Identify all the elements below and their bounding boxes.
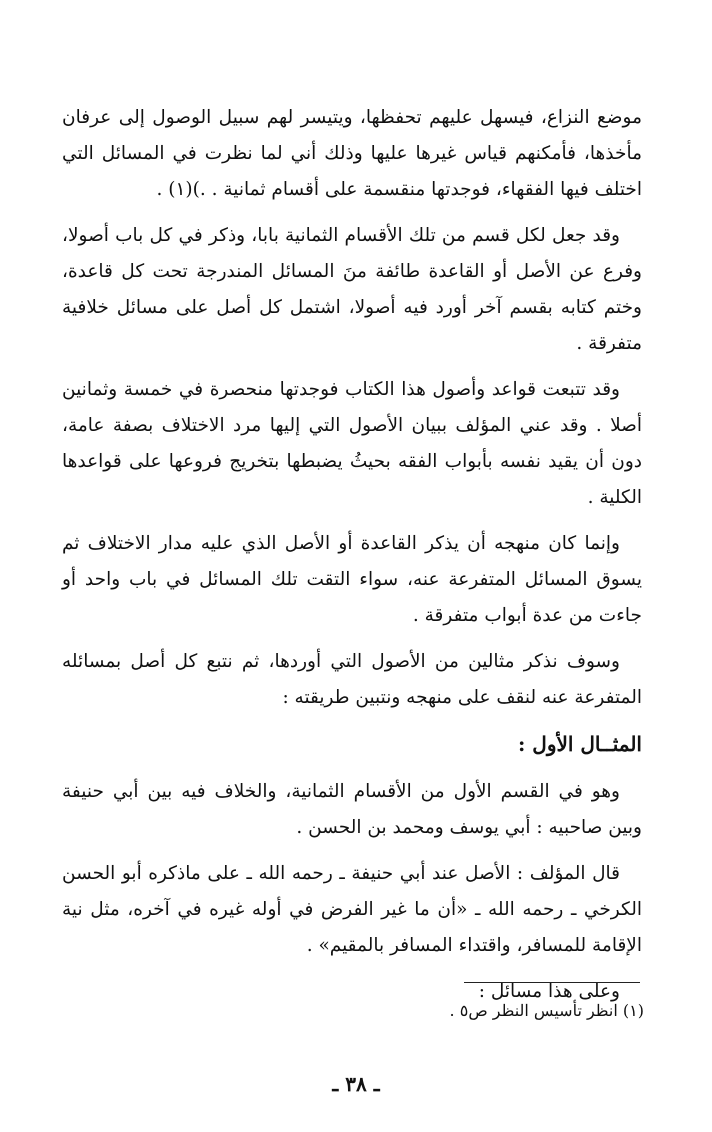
footnote-divider	[464, 982, 640, 983]
section-heading: المثــال الأول :	[517, 732, 642, 756]
paragraph-3: وقد تتبعت قواعد وأصول هذا الكتاب فوجدتها منحصرة في خمسة وثمانين أصلا . وقد عني المؤلف ببيان الأصول التي إليها مرد الاختلاف بصفة عامة، دون أن يقيد نفسه بأبواب الفقه بحيثُ يضبطها بتخريج فروعها على قواعدها الكلية .	[62, 379, 642, 508]
footnote: (١) انظر تأسيس النظر ص٥ .	[449, 1001, 644, 1020]
paragraph-2: وقد جعل لكل قسم من تلك الأقسام الثمانية بابا، وذكر في كل باب أصولا، وفرع عن الأصل أو القاعدة طائفة منَ المسائل المندرجة تحت كل قاعدة، وختم كتابه بقسم آخر أورد فيه أصولا، اشتمل كل أصل على مسائل خلافية متفرقة .	[62, 225, 642, 354]
paragraph-7: قال المؤلف : الأصل عند أبي حنيفة ـ رحمه الله ـ على ماذكره أبو الحسن الكرخي ـ رحمه الله ـ «أن ما غير الفرض في أوله غيره في آخره، مثل نية الإقامة للمسافر، واقتداء المسافر بالمقيم» .	[62, 863, 642, 956]
page-number: ـ ٣٨ ـ	[332, 1072, 380, 1096]
paragraph-8: وعلى هذا مسائل :	[478, 981, 620, 1002]
page-body	[62, 100, 642, 1020]
paragraph-6: وهو في القسم الأول من الأقسام الثمانية، والخلاف فيه بين أبي حنيفة وبين صاحبيه : أبي يوسف ومحمد بن الحسن .	[62, 781, 642, 838]
paragraph-1: موضع النزاع، فيسهل عليهم تحفظها، ويتيسر لهم سبيل الوصول إلى عرفان مأخذها، فأمكنهم قياس غيرها عليها وذلك أني لما نظرت في المسائل التي اختلف فيها الفقهاء، فوجدتها منقسمة على أقسام ثمانية . .)(١) .	[62, 107, 642, 200]
paragraph-4: وإنما كان منهجه أن يذكر القاعدة أو الأصل الذي عليه مدار الاختلاف ثم يسوق المسائل المتفرعة عنه، سواء التقت تلك المسائل في باب واحد أو جاءت من عدة أبواب متفرقة .	[62, 533, 642, 626]
paragraph-5: وسوف نذكر مثالين من الأصول التي أوردها، ثم نتبع كل أصل بمسائله المتفرعة عنه لنقف على منهجه ونتبين طريقته :	[62, 651, 642, 708]
